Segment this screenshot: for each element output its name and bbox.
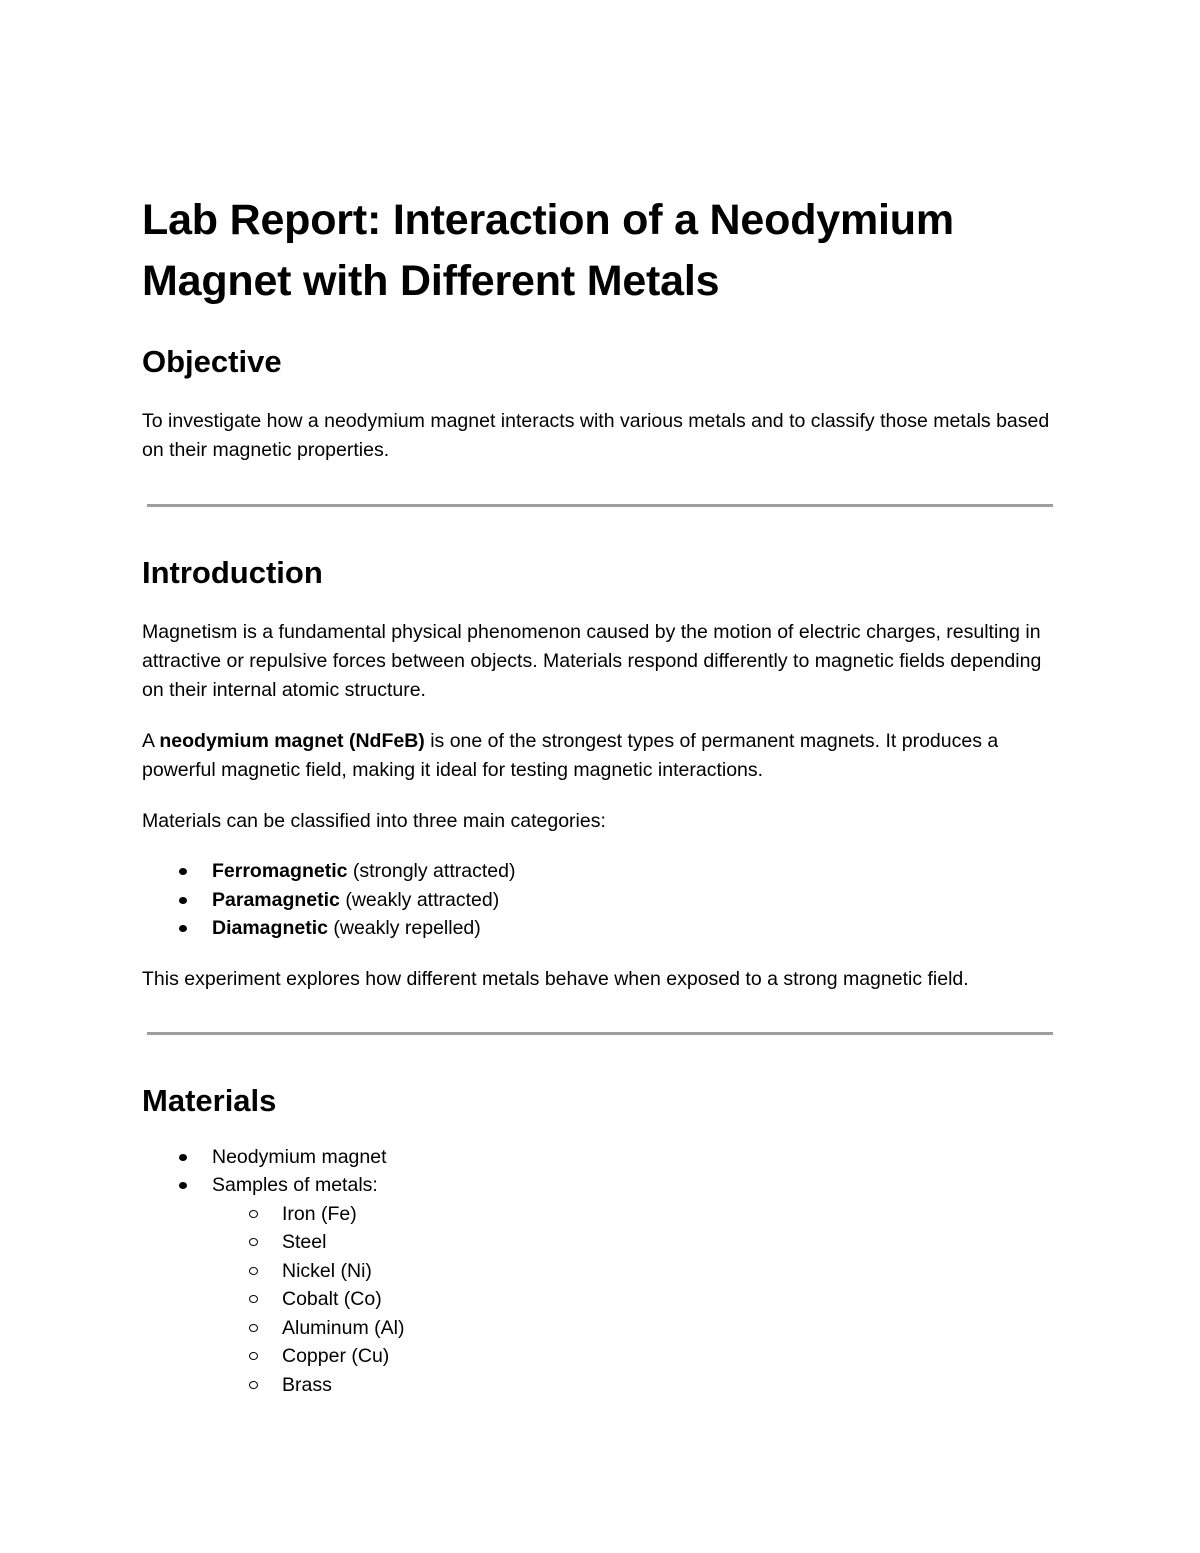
introduction-heading: Introduction [142,555,323,590]
metal-label: Copper (Cu) [282,1345,390,1367]
bullet-icon [179,1182,187,1189]
metal-samples-list [142,1200,1062,1400]
metal-label: Steel [282,1231,327,1253]
paragraph-suffix: is one of the strongest types of permanent magnets. It produces a powerful magnetic field, making it ideal for testing magnetic interactions. [142,730,999,781]
list-item [142,886,1062,915]
circle-bullet-icon [249,1324,258,1332]
material-label: Samples of metals: [212,1174,378,1196]
category-desc: (weakly attracted) [339,888,500,911]
metal-label: Cobalt (Co) [282,1288,382,1310]
list-item [142,1143,1062,1172]
neodymium-magnet-term: neodymium magnet (NdFeB) [159,730,425,752]
objective-heading: Objective [142,344,282,379]
list-item [142,1171,1062,1200]
objective-text: To investigate how a neodymium magnet interacts with various metals and to classify those metals based on their magnetic properties. [142,410,1050,461]
category-list [142,857,1062,943]
materials-list [142,1143,1062,1200]
circle-bullet-icon [249,1238,258,1246]
circle-bullet-icon [249,1210,258,1218]
materials-heading: Materials [142,1082,277,1118]
circle-bullet-icon [249,1267,258,1275]
section-divider [147,1032,1053,1035]
introduction-paragraph-3: Materials can be classified into three main categories: [142,810,606,832]
list-item [142,1371,1062,1400]
category-name: Diamagnetic [212,917,328,939]
metal-label: Iron (Fe) [282,1202,357,1225]
bullet-icon [179,897,187,904]
metal-label: Brass [282,1373,332,1396]
list-item [142,1257,1062,1286]
list-item [142,1228,1062,1257]
list-item [142,1200,1062,1229]
bullet-icon [179,868,187,875]
material-label: Neodymium magnet [212,1145,387,1168]
introduction-paragraph-1: Magnetism is a fundamental physical phenomenon caused by the motion of electric charges, resulting in attractive or repulsive forces between objects. Materials respond differently to magnetic fields depending on their internal atomic structure. [142,621,1042,701]
category-desc: (weakly repelled) [327,917,481,939]
introduction-paragraph-2 [142,727,1062,785]
circle-bullet-icon [249,1352,258,1360]
list-item [142,914,1062,943]
document-title: Lab Report: Interaction of a Neodymium Magnet with Different Metals [142,196,954,305]
list-item [142,1342,1062,1371]
circle-bullet-icon [249,1381,258,1389]
list-item [142,1285,1062,1314]
category-name: Paramagnetic [212,888,340,911]
section-divider [147,504,1053,507]
category-name: Ferromagnetic [212,860,348,882]
metal-label: Aluminum (Al) [282,1316,405,1339]
bullet-icon [179,925,187,932]
list-item [142,1314,1062,1343]
paragraph-prefix: A [142,730,160,752]
metal-label: Nickel (Ni) [282,1259,372,1282]
introduction-paragraph-4: This experiment explores how different metals behave when exposed to a strong magnetic field. [142,967,969,990]
circle-bullet-icon [249,1295,258,1303]
document-page [142,190,1062,1399]
list-item [142,857,1062,886]
bullet-icon [179,1154,187,1161]
category-desc: (strongly attracted) [347,860,516,882]
